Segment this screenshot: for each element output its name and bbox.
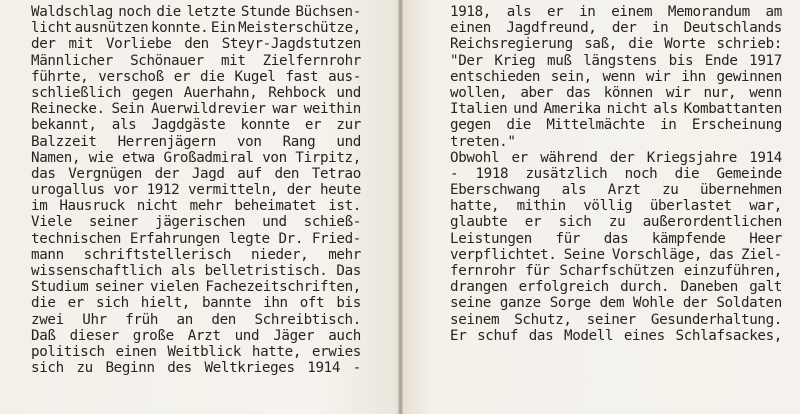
text-line: im Hausruck nicht mehr beheimatet ist. <box>31 198 361 215</box>
text-line: Viele seiner jägerischen und schieß- <box>31 214 361 231</box>
text-line: schließlich gegen Auerhahn, Rehbock und <box>31 84 361 101</box>
text-line: der mit Vorliebe den Steyr-Jagdstutzen <box>31 36 361 53</box>
text-line: Balzzeit Herrenjägern von Rang und <box>31 133 361 150</box>
text-line: fernrohr für Scharfschützen einzuführen, <box>450 263 782 279</box>
text-line: Waldschlag noch die letzte Stunde Büchsen- <box>31 4 361 20</box>
text-line: das Vergnügen der Jagd auf den Tetrao <box>31 165 361 182</box>
text-line: bekannt, als Jagdgäste konnte er zur <box>31 117 361 134</box>
text-line: entschieden sein, wenn wir ihn gewinnen <box>450 68 782 85</box>
text-line: hatte, mithin völlig überlastet war, <box>450 198 782 215</box>
text-line: licht ausnützen konnte. Ein Meisterschütze, <box>31 20 361 37</box>
text-line: Eberschwang als Arzt zu übernehmen <box>450 182 782 199</box>
left-page-text <box>31 4 361 376</box>
text-line: drangen erfolgreich durch. Daneben galt <box>450 279 782 296</box>
text-line: - 1918 zusätzlich noch die Gemeinde <box>450 165 782 182</box>
text-line: Männlicher Schönauer mit Zielfernrohr <box>31 52 361 69</box>
text-line: zwei Uhr früh an den Schreibtisch. <box>31 311 361 328</box>
text-line: Italien und Amerika nicht als Kombattanten <box>450 101 782 118</box>
text-line: Daß dieser große Arzt und Jäger auch <box>31 327 361 344</box>
text-line: glaubte er sich zu außerordentlichen <box>450 214 782 231</box>
text-line: wollen, aber das können wir nur, wenn <box>450 84 782 101</box>
text-line: mann schriftstellerisch nieder, mehr <box>31 246 361 263</box>
text-line: Er schuf das Modell eines Schlafsackes, <box>450 327 782 344</box>
text-line: Obwohl er während der Kriegsjahre 1914 <box>450 149 782 166</box>
text-line: Leistungen für das kämpfende Heer <box>450 230 782 247</box>
text-line: technischen Erfahrungen legte Dr. Fried- <box>31 230 361 247</box>
text-line: seine ganze Sorge dem Wohle der Soldaten <box>450 295 782 312</box>
text-line: "Der Krieg muß längstens bis Ende 1917 <box>450 52 782 69</box>
right-page-text <box>450 4 782 344</box>
text-line: verpflichtet. Seine Vorschläge, das Ziel- <box>450 246 782 263</box>
text-line: 1918, als er in einem Memorandum am <box>450 4 782 20</box>
text-line: wissenschaftlich als belletristisch. Das <box>31 263 361 279</box>
text-line: seinem Schutz, seiner Gesunderhaltung. <box>450 311 782 328</box>
text-line: treten." <box>450 133 516 150</box>
text-line: Studium seiner vielen Fachezeitschriften, <box>31 279 361 296</box>
text-line: gegen die Mittelmächte in Erscheinung <box>450 117 782 134</box>
text-line: Namen, wie etwa Großadmiral von Tirpitz, <box>31 149 361 166</box>
text-line: die er sich hielt, bannte ihn oft bis <box>31 295 361 312</box>
text-line: politisch einen Weitblick hatte, erwies <box>31 343 361 360</box>
text-line: Reichsregierung saß, die Worte schrieb: <box>450 36 782 53</box>
text-line: urogallus vor 1912 vermitteln, der heute <box>31 182 361 199</box>
text-line: führte, verschoß er die Kugel fast aus- <box>31 68 361 85</box>
text-line: sich zu Beginn des Weltkrieges 1914 - <box>31 360 361 377</box>
text-line: Reinecke. Sein Auerwildrevier war weithin <box>31 101 361 118</box>
text-line: einen Jagdfreund, der in Deutschlands <box>450 20 782 37</box>
